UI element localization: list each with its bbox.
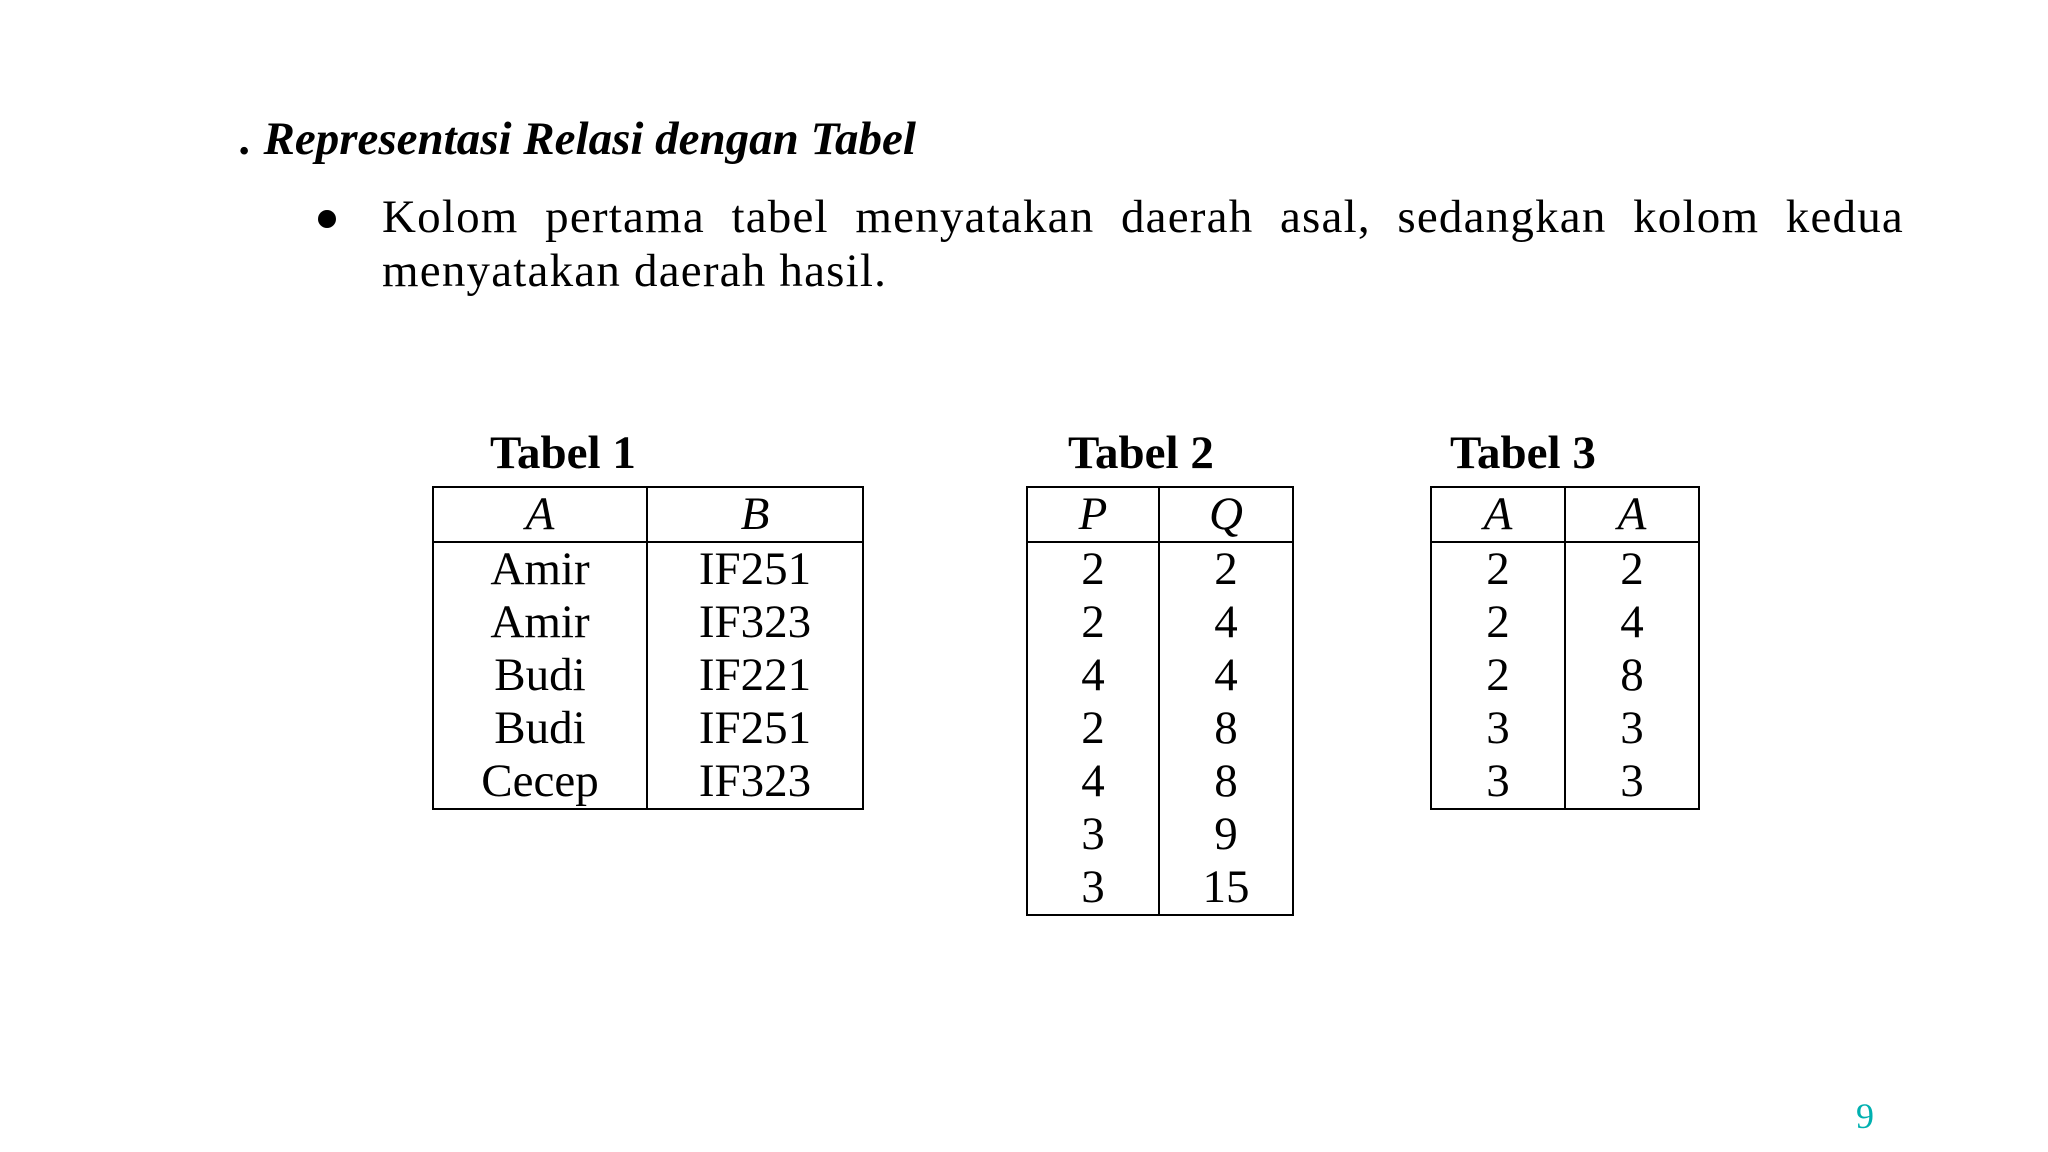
table-3-caption: Tabel 3	[1450, 427, 1596, 479]
table-1	[432, 486, 864, 810]
table-row	[433, 596, 863, 649]
table-row	[1027, 808, 1293, 861]
table-cell: 4	[1027, 649, 1159, 702]
table-cell: 2	[1027, 702, 1159, 755]
table-row	[1431, 542, 1699, 596]
bullet-text: Kolom pertama tabel menyatakan daerah asal, sedangkan kolom kedua menyatakan daerah hasil.	[382, 191, 1904, 297]
table-header-cell: B	[647, 487, 863, 542]
bullet-dot-icon	[318, 210, 336, 228]
table-cell: 4	[1159, 649, 1293, 702]
table-cell: 3	[1431, 755, 1565, 809]
table-row	[1027, 755, 1293, 808]
table-cell: 2	[1431, 542, 1565, 596]
table-row	[1027, 861, 1293, 915]
table-row	[433, 649, 863, 702]
table-3	[1430, 486, 1700, 810]
table-cell: Budi	[433, 702, 647, 755]
table-cell: 8	[1159, 702, 1293, 755]
page-number: 9	[1856, 1096, 1874, 1136]
table-cell: Budi	[433, 649, 647, 702]
table-2-caption: Tabel 2	[1068, 427, 1214, 479]
table-row	[1027, 542, 1293, 596]
table-1-caption: Tabel 1	[490, 427, 636, 479]
table-row	[1431, 755, 1699, 809]
table-row	[1027, 596, 1293, 649]
table-cell: 15	[1159, 861, 1293, 915]
table-header-row	[1027, 487, 1293, 542]
table-cell: IF323	[647, 596, 863, 649]
table-cell: 4	[1159, 596, 1293, 649]
table-cell: 2	[1159, 542, 1293, 596]
table-cell: Amir	[433, 596, 647, 649]
table-cell: 2	[1565, 542, 1699, 596]
table-cell: 3	[1027, 861, 1159, 915]
table-header-cell: P	[1027, 487, 1159, 542]
table-cell: 4	[1565, 596, 1699, 649]
bullet-item	[312, 190, 1904, 298]
table-cell: Amir	[433, 542, 647, 596]
table-row	[433, 702, 863, 755]
table-header-cell: A	[1565, 487, 1699, 542]
table-header-row	[1431, 487, 1699, 542]
table-cell: 3	[1027, 808, 1159, 861]
table-cell: 3	[1431, 702, 1565, 755]
table-row	[1027, 649, 1293, 702]
table-header-row	[433, 487, 863, 542]
table-2	[1026, 486, 1294, 916]
table-cell: IF251	[647, 542, 863, 596]
table-cell: 3	[1565, 702, 1699, 755]
table-row	[433, 542, 863, 596]
table-row	[1431, 649, 1699, 702]
table-cell: Cecep	[433, 755, 647, 809]
table-row	[433, 755, 863, 809]
table-cell: IF251	[647, 702, 863, 755]
table-cell: 2	[1431, 596, 1565, 649]
table-header-cell: A	[1431, 487, 1565, 542]
table-header-cell: A	[433, 487, 647, 542]
table-cell: 4	[1027, 755, 1159, 808]
table-cell: 2	[1027, 542, 1159, 596]
table-row	[1431, 702, 1699, 755]
table-cell: IF221	[647, 649, 863, 702]
table-header-cell: Q	[1159, 487, 1293, 542]
table-cell: 3	[1565, 755, 1699, 809]
table-row	[1027, 702, 1293, 755]
table-cell: 9	[1159, 808, 1293, 861]
table-cell: 2	[1027, 596, 1159, 649]
table-cell: 2	[1431, 649, 1565, 702]
slide-title: . Representasi Relasi dengan Tabel	[240, 113, 916, 165]
table-cell: 8	[1159, 755, 1293, 808]
table-row	[1431, 596, 1699, 649]
table-cell: IF323	[647, 755, 863, 809]
table-cell: 8	[1565, 649, 1699, 702]
